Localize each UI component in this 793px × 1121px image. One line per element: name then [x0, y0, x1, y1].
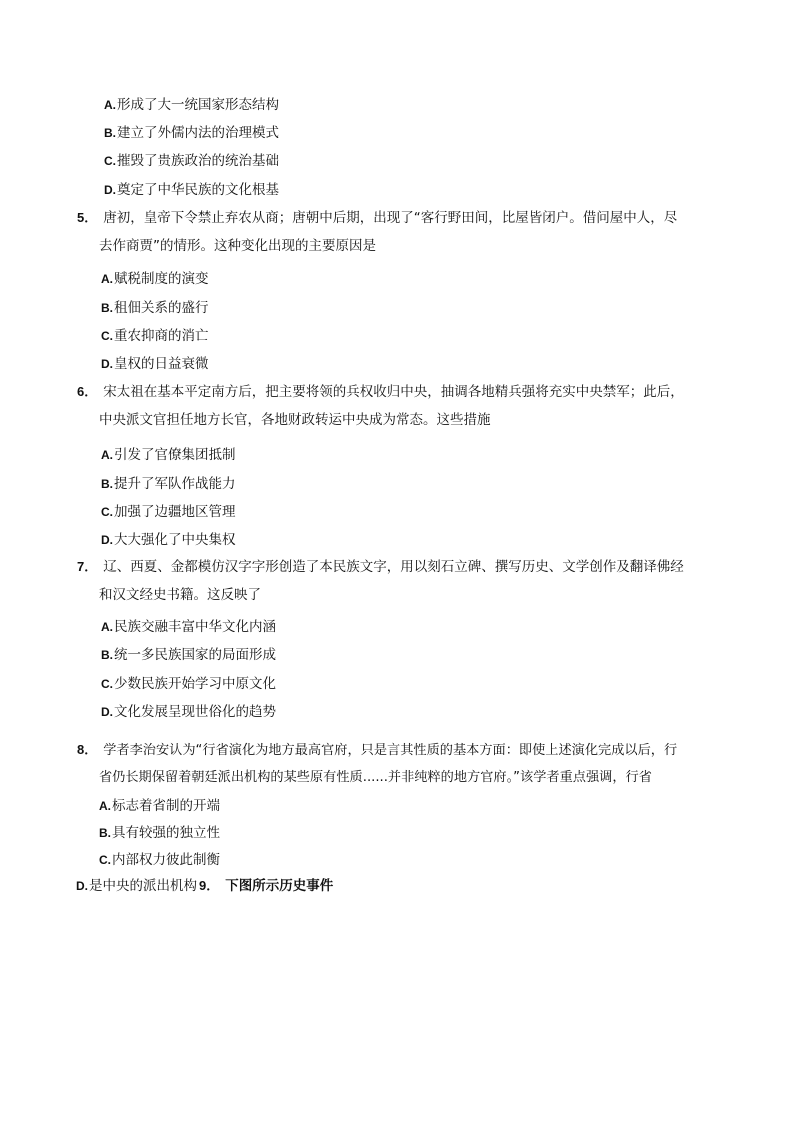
option-letter: C.: [101, 677, 113, 691]
question-text: 学者李治安认为“行省演化为地方最高官府，只是言其性质的基本方面：即使上述演化完成以后，行: [103, 743, 678, 758]
option-text: 统一多民族国家的局面形成: [114, 647, 276, 663]
option-letter: D.: [101, 357, 113, 371]
option-text: 文化发展呈现世俗化的趋势: [114, 704, 276, 720]
option-letter: C.: [104, 154, 116, 168]
q7-option-c: [101, 674, 276, 694]
question-text: 中央派文官担任地方长官，各地财政转运中央成为常态。这些措施: [99, 412, 491, 428]
option-letter: D.: [101, 705, 113, 719]
option-letter: B.: [104, 126, 116, 140]
option-text: 皇权的日益衰微: [114, 356, 209, 372]
q7-option-d: [101, 702, 276, 722]
question-text: 唐初，皇帝下令禁止弃农从商；唐朝中后期，出现了“客行野田间，比屋皆闭户。借问屋中人，尽: [103, 210, 678, 226]
q4-option-c: [104, 151, 279, 171]
q5-option-a: [101, 269, 209, 289]
question-text: 和汉文经史书籍。这反映了: [99, 587, 261, 603]
question-text: 省仍长期保留着朝廷派出机构的某些原有性质......并非纯粹的地方官府。”该学者重点强调，行省: [99, 770, 652, 785]
option-text: 形成了大一统国家形态结构: [117, 97, 279, 113]
q7-option-b: [101, 645, 276, 665]
q5-option-d: [101, 354, 209, 374]
option-letter: D.: [101, 533, 113, 547]
option-letter: D.: [104, 183, 116, 197]
option-text: 重农抑商的消亡: [114, 328, 209, 344]
question-number: 9．: [199, 878, 220, 893]
q7-option-a: [101, 617, 276, 637]
option-text: 加强了边疆地区管理: [114, 504, 236, 520]
q6-option-a: [101, 445, 236, 465]
q4-option-a: [104, 95, 279, 115]
option-text: 具有较强的独立性: [112, 825, 220, 841]
q5-stem-line2: [99, 236, 376, 256]
option-letter: C.: [99, 853, 111, 867]
question-number: 6．: [77, 384, 98, 399]
q7-stem-line1: [77, 557, 684, 577]
option-letter: A.: [101, 620, 113, 634]
option-text: 是中央的派出机构: [89, 878, 197, 894]
question-number: 5．: [77, 210, 98, 225]
q6-option-d: [101, 530, 236, 550]
option-text: 标志着省制的开端: [112, 798, 220, 814]
q8-option-d-and-q9: [76, 876, 333, 896]
option-letter: B.: [101, 477, 113, 491]
q5-stem-line1: [77, 208, 677, 228]
q8-stem-line1: [77, 740, 677, 760]
q8-option-c: [99, 850, 220, 870]
q6-option-c: [101, 502, 236, 522]
q5-option-c: [101, 326, 209, 346]
option-letter: A.: [99, 799, 111, 813]
option-text: 内部权力彼此制衡: [112, 852, 220, 868]
option-letter: D.: [76, 879, 88, 893]
q8-stem-line2: [99, 768, 652, 788]
question-text: 去作商贾”的情形。这种变化出现的主要原因是: [99, 238, 376, 254]
option-letter: A.: [101, 272, 113, 286]
q4-option-b: [104, 123, 279, 143]
q6-option-b: [101, 474, 236, 494]
question-number: 8．: [77, 742, 98, 757]
q6-stem-line2: [99, 410, 491, 430]
option-text: 提升了军队作战能力: [114, 476, 236, 492]
q8-option-b: [99, 823, 220, 843]
option-text: 民族交融丰富中华文化内涵: [114, 619, 276, 635]
q8-option-a: [99, 796, 220, 816]
option-text: 引发了官僚集团抵制: [114, 447, 236, 463]
q5-option-b: [101, 298, 209, 318]
question-text: 辽、西夏、金都模仿汉字字形创造了本民族文字，用以刻石立碑、撰写历史、文学创作及翻译佛经: [103, 559, 684, 575]
question-text: 下图所示历史事件: [225, 878, 334, 894]
q4-option-d: [104, 180, 279, 200]
option-text: 大大强化了中央集权: [114, 532, 236, 548]
question-text: 宋太祖在基本平定南方后，把主要将领的兵权收归中央，抽调各地精兵强将充实中央禁军；此后，: [103, 384, 684, 400]
option-letter: B.: [101, 301, 113, 315]
option-text: 奠定了中华民族的文化根基: [117, 182, 279, 198]
question-number: 7．: [77, 559, 98, 574]
option-letter: C.: [101, 329, 113, 343]
option-letter: B.: [99, 826, 111, 840]
option-text: 赋税制度的演变: [114, 271, 209, 287]
option-letter: A.: [101, 448, 113, 462]
option-letter: B.: [101, 648, 113, 662]
option-text: 租佃关系的盛行: [114, 300, 209, 316]
option-text: 建立了外儒内法的治理模式: [117, 125, 279, 141]
q7-stem-line2: [99, 585, 261, 605]
option-text: 少数民族开始学习中原文化: [114, 676, 276, 692]
option-letter: C.: [101, 505, 113, 519]
q6-stem-line1: [77, 382, 684, 402]
option-letter: A.: [104, 98, 116, 112]
option-text: 摧毁了贵族政治的统治基础: [117, 153, 279, 169]
